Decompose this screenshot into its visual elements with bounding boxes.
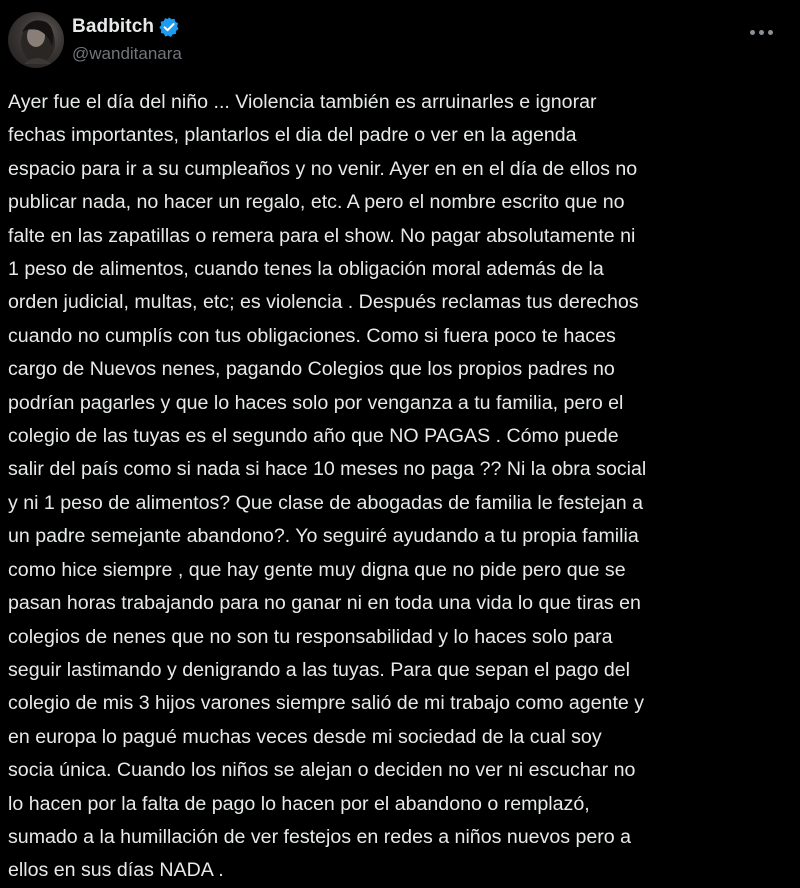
tweet-text-line: colegio de las tuyas es el segundo año que NO PAGAS . Cómo puede bbox=[8, 425, 619, 448]
more-dot bbox=[768, 30, 773, 35]
avatar[interactable] bbox=[8, 12, 64, 68]
tweet-text-line: podrían pagarles y que lo haces solo por venganza a tu familia, pero el bbox=[8, 391, 624, 414]
tweet-text-line: orden judicial, multas, etc; es violencia . Después reclamas tus derechos bbox=[8, 291, 639, 314]
more-options-icon[interactable] bbox=[746, 20, 776, 44]
verified-badge-icon bbox=[158, 16, 180, 38]
author-handle[interactable]: @wanditanara bbox=[72, 44, 182, 63]
tweet-text bbox=[8, 86, 792, 888]
tweet-text-line: falte en las zapatillas o remera para el show. No pagar absolutamente ni bbox=[8, 224, 636, 247]
tweet-text-line: en europa lo pagué muchas veces desde mi sociedad de la cual soy bbox=[8, 725, 602, 748]
tweet-text-line: socia única. Cuando los niños se alejan o deciden no ver ni escuchar no bbox=[8, 759, 636, 782]
more-dot bbox=[750, 30, 755, 35]
avatar-image bbox=[8, 12, 64, 68]
tweet-text-line: colegio de mis 3 hijos varones siempre salió de mi trabajo como agente y bbox=[8, 692, 645, 715]
tweet-text-line: espacio para ir a su cumpleaños y no venir. Ayer en en el día de ellos no bbox=[8, 157, 638, 180]
tweet-text-line: pasan horas trabajando para no ganar ni en toda una vida lo que tiras en bbox=[8, 592, 641, 615]
tweet-text-line: Ayer fue el día del niño ... Violencia también es arruinarles e ignorar bbox=[8, 91, 597, 113]
tweet-text-line: seguir lastimando y denigrando a las tuyas. Para que sepan el pago del bbox=[8, 658, 630, 681]
tweet-text-line: colegios de nenes que no son tu responsabilidad y lo haces solo para bbox=[8, 625, 613, 648]
tweet-text-line: cargo de Nuevos nenes, pagando Colegios que los propios padres no bbox=[8, 358, 615, 381]
tweet-text-line: fechas importantes, plantarlos el dia del padre o ver en la agenda bbox=[8, 124, 577, 147]
tweet-text-line: un padre semejante abandono?. Yo seguiré ayudando a tu propia familia bbox=[8, 525, 639, 548]
tweet-header bbox=[8, 8, 790, 72]
tweet-text-line: lo hacen por la falta de pago lo hacen por el abandono o remplazó, bbox=[8, 792, 590, 815]
tweet-text-line: salir del país como si nada si hace 10 meses no paga ?? Ni la obra social bbox=[8, 458, 647, 481]
tweet-text-line: como hice siempre , que hay gente muy digna que no pide pero que se bbox=[8, 558, 626, 581]
display-name-row bbox=[72, 14, 182, 40]
author-display-name[interactable]: Badbitch bbox=[72, 16, 155, 37]
tweet-text-line: cuando no cumplís con tus obligaciones. Como si fuera poco te haces bbox=[8, 324, 616, 347]
tweet-text-line: 1 peso de alimentos, cuando tenes la obligación moral además de la bbox=[8, 258, 604, 281]
tweet-text-line: y ni 1 peso de alimentos? Que clase de abogadas de familia le festejan a bbox=[8, 491, 644, 514]
more-dot bbox=[759, 30, 764, 35]
tweet-text-line: publicar nada, no hacer un regalo, etc. A pero el nombre escrito que no bbox=[8, 191, 625, 214]
tweet-text-line: sumado a la humillación de ver festejos en redes a niños nuevos pero a bbox=[8, 825, 632, 848]
tweet-text-line: ellos en sus días NADA . bbox=[8, 859, 224, 882]
author-names bbox=[72, 14, 182, 64]
